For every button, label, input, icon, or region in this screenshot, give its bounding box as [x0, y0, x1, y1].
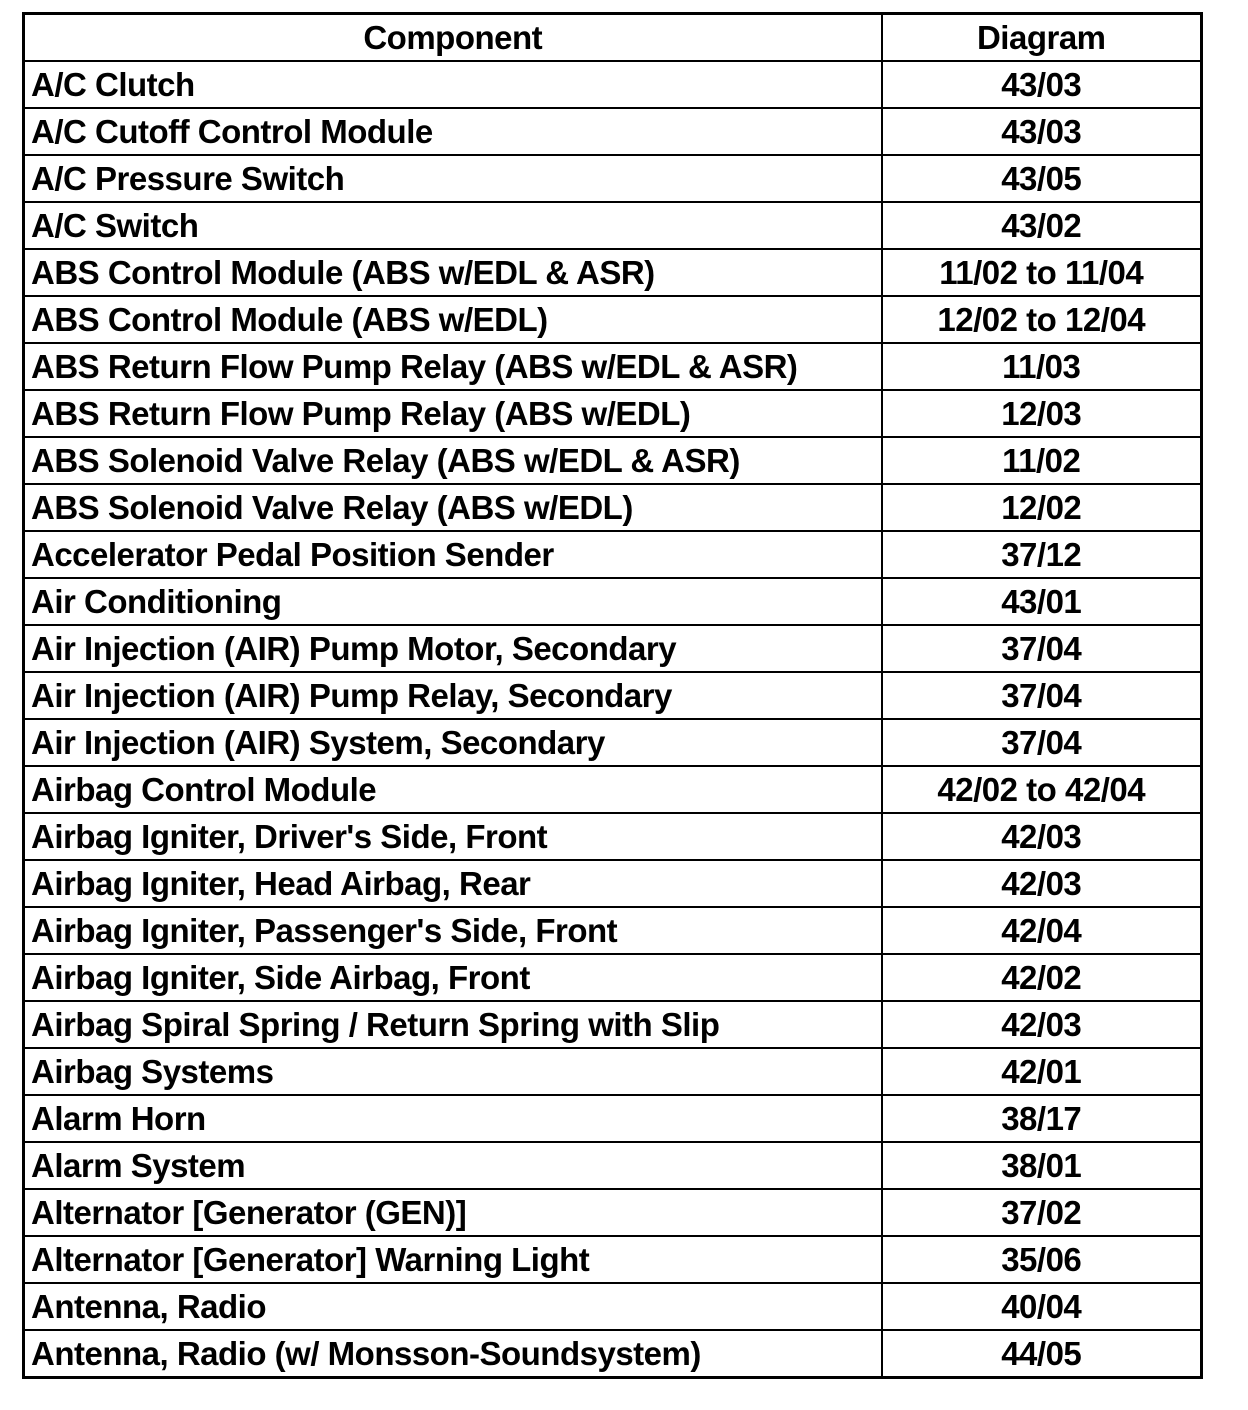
diagram-cell: 12/03 [882, 390, 1202, 437]
diagram-cell: 42/01 [882, 1048, 1202, 1095]
component-cell: Air Injection (AIR) Pump Relay, Secondary [24, 672, 882, 719]
table-row [24, 578, 1202, 625]
diagram-cell: 37/12 [882, 531, 1202, 578]
diagram-cell: 37/04 [882, 672, 1202, 719]
component-cell: ABS Return Flow Pump Relay (ABS w/EDL & ASR) [24, 343, 882, 390]
diagram-cell: 38/17 [882, 1095, 1202, 1142]
component-cell: Airbag Igniter, Side Airbag, Front [24, 954, 882, 1001]
diagram-cell: 42/04 [882, 907, 1202, 954]
table-row [24, 813, 1202, 860]
table-row [24, 1189, 1202, 1236]
diagram-cell: 37/02 [882, 1189, 1202, 1236]
diagram-cell: 43/03 [882, 108, 1202, 155]
table-body [24, 61, 1202, 1378]
table-row [24, 672, 1202, 719]
component-cell: Accelerator Pedal Position Sender [24, 531, 882, 578]
component-cell: ABS Solenoid Valve Relay (ABS w/EDL) [24, 484, 882, 531]
column-header-component: Component [24, 14, 882, 62]
table-row [24, 1048, 1202, 1095]
table-row [24, 61, 1202, 108]
table-row [24, 202, 1202, 249]
component-cell: Air Conditioning [24, 578, 882, 625]
table-row [24, 108, 1202, 155]
diagram-cell: 37/04 [882, 625, 1202, 672]
component-cell: Airbag Igniter, Passenger's Side, Front [24, 907, 882, 954]
component-diagram-table [22, 12, 1203, 1379]
diagram-cell: 12/02 [882, 484, 1202, 531]
diagram-cell: 40/04 [882, 1283, 1202, 1330]
component-index-table-wrapper [22, 12, 1200, 1379]
diagram-cell: 37/04 [882, 719, 1202, 766]
table-row [24, 249, 1202, 296]
table-row [24, 907, 1202, 954]
component-cell: Airbag Control Module [24, 766, 882, 813]
component-cell: Antenna, Radio [24, 1283, 882, 1330]
component-cell: Alarm System [24, 1142, 882, 1189]
component-cell: ABS Control Module (ABS w/EDL) [24, 296, 882, 343]
table-header-row [24, 14, 1202, 62]
table-row [24, 954, 1202, 1001]
diagram-cell: 42/02 to 42/04 [882, 766, 1202, 813]
component-cell: Antenna, Radio (w/ Monsson-Soundsystem) [24, 1330, 882, 1378]
component-cell: Alternator [Generator] Warning Light [24, 1236, 882, 1283]
component-cell: Alternator [Generator (GEN)] [24, 1189, 882, 1236]
table-row [24, 1330, 1202, 1378]
component-cell: ABS Return Flow Pump Relay (ABS w/EDL) [24, 390, 882, 437]
component-cell: Airbag Systems [24, 1048, 882, 1095]
table-row [24, 860, 1202, 907]
component-cell: Airbag Spiral Spring / Return Spring with Slip [24, 1001, 882, 1048]
diagram-cell: 44/05 [882, 1330, 1202, 1378]
diagram-cell: 43/05 [882, 155, 1202, 202]
diagram-cell: 43/02 [882, 202, 1202, 249]
component-cell: ABS Control Module (ABS w/EDL & ASR) [24, 249, 882, 296]
table-row [24, 1236, 1202, 1283]
diagram-cell: 42/02 [882, 954, 1202, 1001]
component-cell: A/C Switch [24, 202, 882, 249]
diagram-cell: 38/01 [882, 1142, 1202, 1189]
component-cell: Alarm Horn [24, 1095, 882, 1142]
diagram-cell: 42/03 [882, 860, 1202, 907]
table-row [24, 484, 1202, 531]
component-cell: A/C Pressure Switch [24, 155, 882, 202]
table-row [24, 390, 1202, 437]
table-row [24, 1001, 1202, 1048]
column-header-diagram: Diagram [882, 14, 1202, 62]
component-cell: A/C Cutoff Control Module [24, 108, 882, 155]
diagram-cell: 42/03 [882, 813, 1202, 860]
diagram-cell: 43/01 [882, 578, 1202, 625]
component-cell: Airbag Igniter, Head Airbag, Rear [24, 860, 882, 907]
diagram-cell: 35/06 [882, 1236, 1202, 1283]
component-cell: ABS Solenoid Valve Relay (ABS w/EDL & ASR) [24, 437, 882, 484]
table-row [24, 437, 1202, 484]
diagram-cell: 11/02 [882, 437, 1202, 484]
table-row [24, 766, 1202, 813]
table-row [24, 1283, 1202, 1330]
diagram-cell: 43/03 [882, 61, 1202, 108]
table-row [24, 296, 1202, 343]
diagram-cell: 11/02 to 11/04 [882, 249, 1202, 296]
component-cell: A/C Clutch [24, 61, 882, 108]
table-row [24, 531, 1202, 578]
component-cell: Airbag Igniter, Driver's Side, Front [24, 813, 882, 860]
table-row [24, 155, 1202, 202]
component-cell: Air Injection (AIR) Pump Motor, Secondary [24, 625, 882, 672]
diagram-cell: 11/03 [882, 343, 1202, 390]
table-row [24, 1142, 1202, 1189]
table-row [24, 625, 1202, 672]
component-cell: Air Injection (AIR) System, Secondary [24, 719, 882, 766]
table-row [24, 719, 1202, 766]
table-row [24, 1095, 1202, 1142]
table-row [24, 343, 1202, 390]
diagram-cell: 12/02 to 12/04 [882, 296, 1202, 343]
diagram-cell: 42/03 [882, 1001, 1202, 1048]
